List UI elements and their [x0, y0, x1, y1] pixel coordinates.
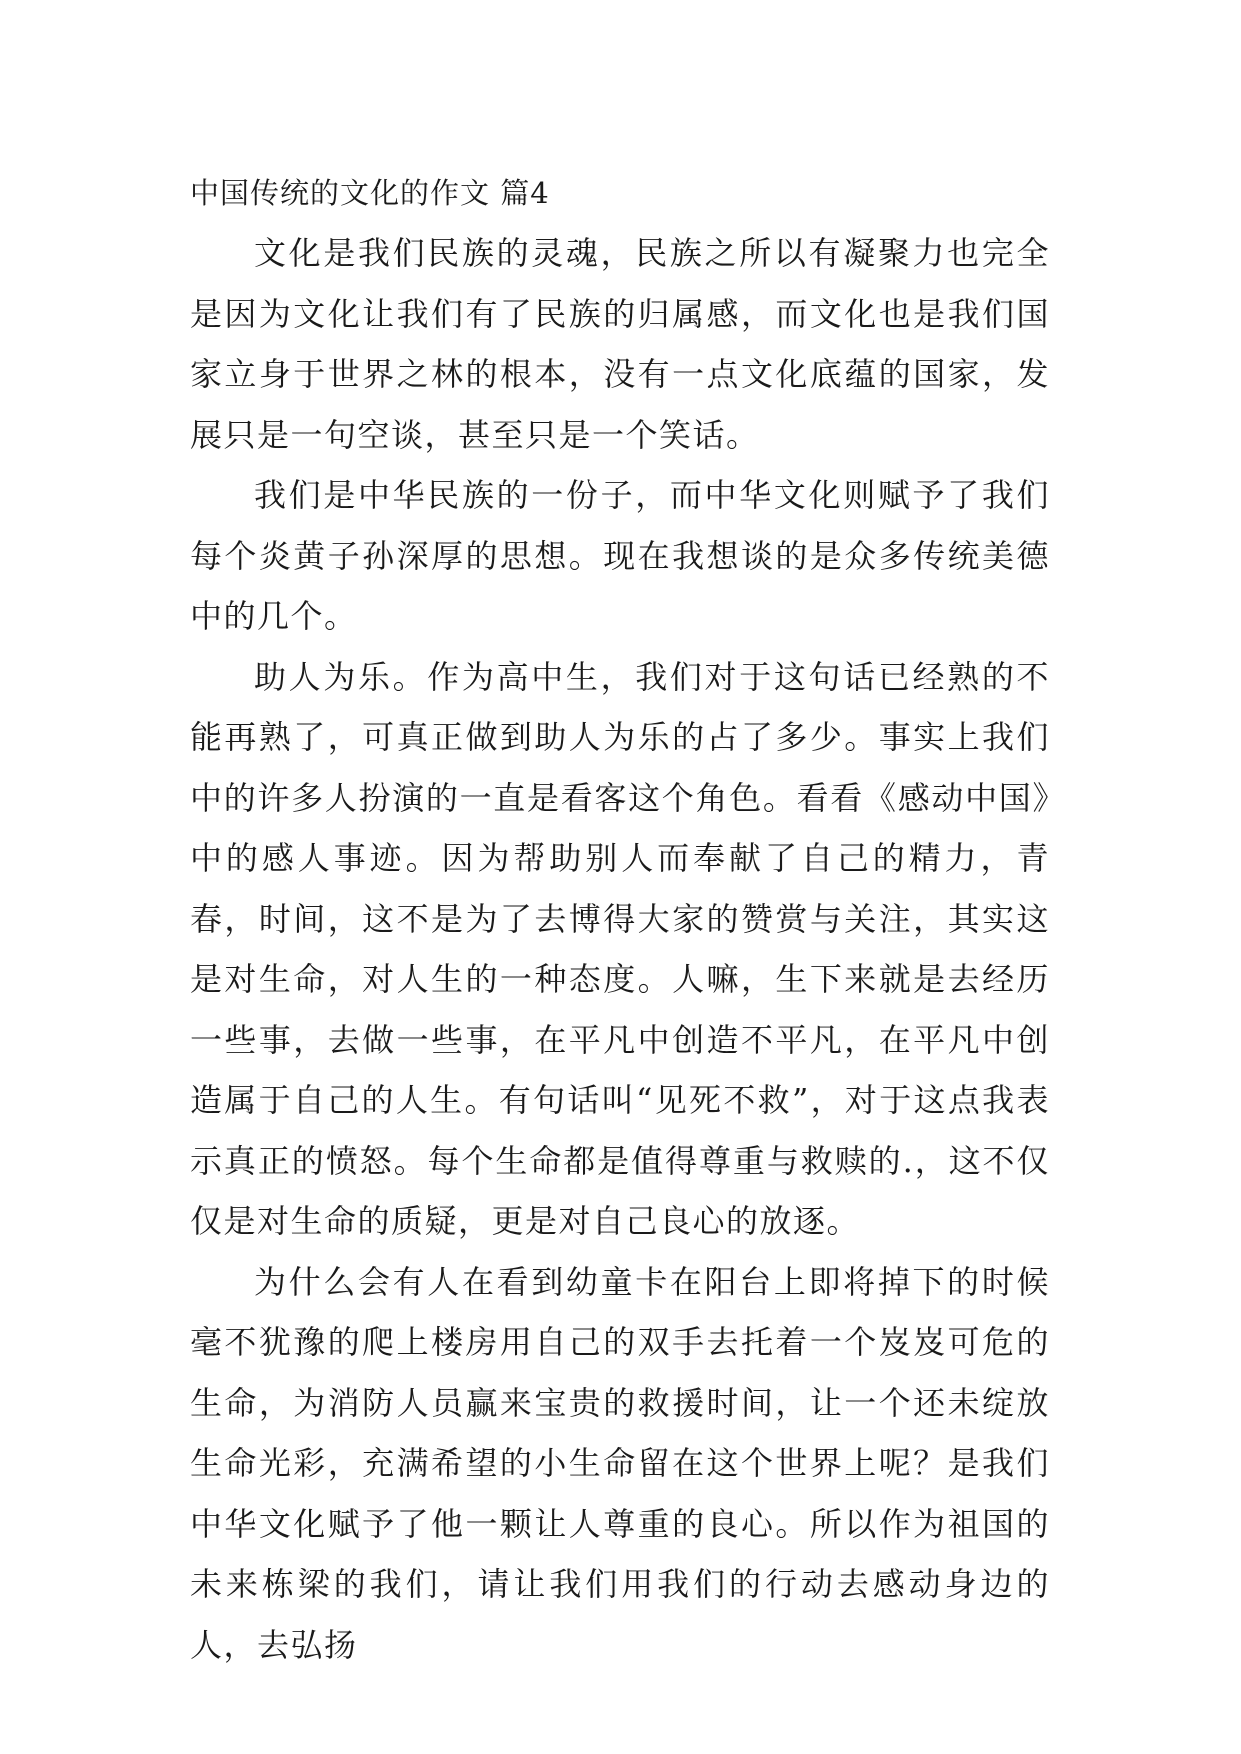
document-body [190, 163, 1050, 1675]
document-title: 中国传统的文化的作文 篇4 [190, 176, 550, 210]
paragraph-3: 助人为乐。作为高中生，我们对于这句话已经熟的不能再熟了，可真正做到助人为乐的占了多少。事实上我们中的许多人扮演的一直是看客这个角色。看看《感动中国》中的感人事迹。因为帮助别人而奉献了自己的精力，青春，时间，这不是为了去博得大家的赞赏与关注，其实这是对生命，对人生的一种态度。人嘛，生下来就是去经历一些事，去做一些事，在平凡中创造不平凡，在平凡中创造属于自己的人生。有句话叫“见死不救”，对于这点我表示真正的愤怒。每个生命都是值得尊重与救赎的.，这不仅仅是对生命的质疑，更是对自己良心的放逐。 [190, 657, 1050, 1240]
paragraph-2: 我们是中华民族的一份子，而中华文化则赋予了我们每个炎黄子孙深厚的思想。现在我想谈的是众多传统美德中的几个。 [190, 476, 1050, 635]
paragraph-1: 文化是我们民族的灵魂，民族之所以有凝聚力也完全是因为文化让我们有了民族的归属感，而文化也是我们国家立身于世界之林的根本，没有一点文化底蕴的国家，发展只是一句空谈，甚至只是一个笑话。 [190, 234, 1050, 454]
paragraph-4: 为什么会有人在看到幼童卡在阳台上即将掉下的时候毫不犹豫的爬上楼房用自己的双手去托着一个岌岌可危的生命，为消防人员赢来宝贵的救援时间，让一个还未绽放生命光彩，充满希望的小生命留在这个世界上呢？是我们中华文化赋予了他一颗让人尊重的良心。所以作为祖国的未来栋梁的我们，请让我们用我们的行动去感动身边的人，去弘扬 [190, 1262, 1050, 1664]
